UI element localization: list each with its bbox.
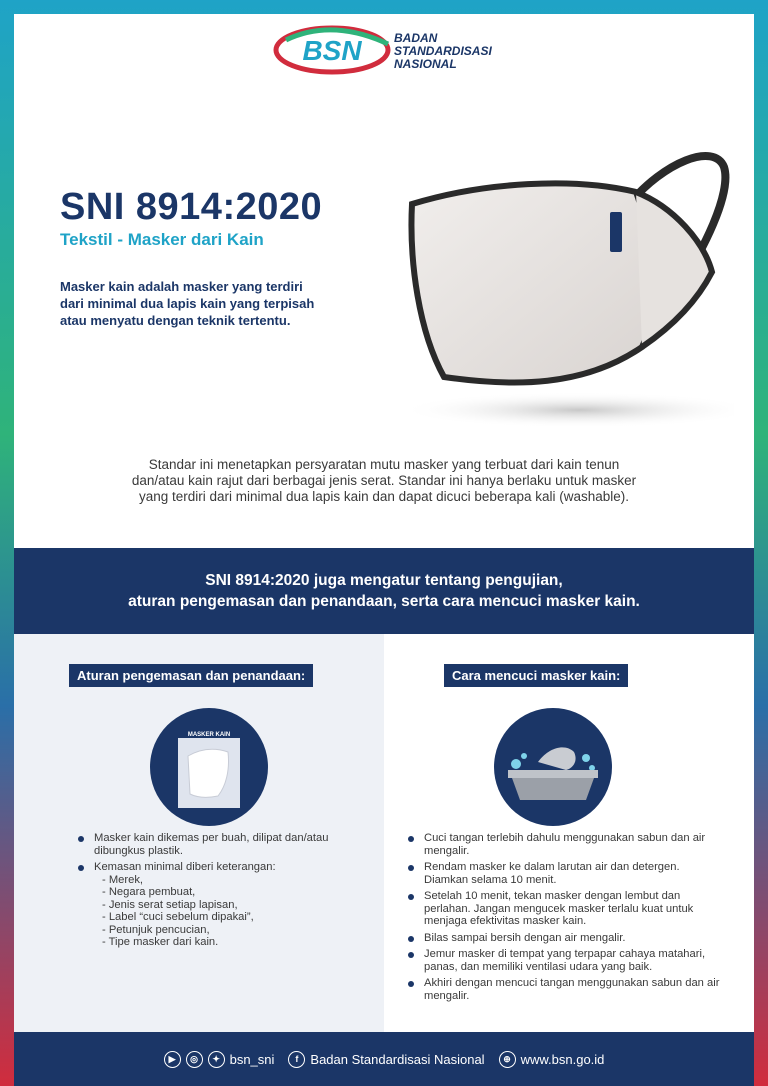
sublist-item: - Tipe masker dari kain. [102,936,219,948]
facebook-group [288,1051,484,1068]
scope-line: Standar ini menetapkan persyaratan mutu masker yang terbuat dari kain tenun [148,457,620,472]
logo-line-2: STANDARDISASI [394,44,492,58]
logo-line-3: NASIONAL [394,57,457,71]
website-link[interactable]: www.bsn.go.id [520,1051,605,1067]
washing-list [406,832,726,1006]
sublist-item: - Petunjuk pencucian, [102,923,210,936]
list-item-text: Kemasan minimal diberi keterangan: [94,861,276,873]
social-handle[interactable]: bsn_sni [229,1051,275,1067]
scope-line: yang terdiri dari minimal dua lapis kain dan dapat dicuci beberapa kali (washable). [138,489,630,504]
washing-heading: Cara mencuci masker kain: [444,664,628,687]
list-item: Setelah 10 menit, tekan masker dengan lembut dan perlahan. Jangan mengucek masker terlalu kuat untuk menjaga efektivitas masker kain. [406,890,726,928]
page-subtitle: Tekstil - Masker dari Kain [60,230,264,249]
logo-text [394,32,492,71]
facebook-name[interactable]: Badan Standardisasi Nasional [310,1051,485,1067]
sublist-item: - Merek, [102,873,144,886]
packaged-mask-icon [150,708,268,826]
list-item: Bilas sampai bersih dengan air mengalir. [406,932,726,945]
list-item: Cuci tangan terlebih dahulu menggunakan sabun dan air mengalir. [406,832,726,857]
packaging-list [76,832,336,953]
sublist-item: - Negara pembuat, [102,886,196,898]
packaging-icon [150,708,268,826]
band-line-2: aturan pengemasan dan penandaan, serta cara mencuci masker kain. [128,593,640,610]
sublist-item: - Label “cuci sebelum dipakai”, [102,911,254,923]
poster-frame [14,14,754,1086]
social-group [164,1051,275,1068]
list-item: Akhiri dengan mencuci tangan menggunakan sabun dan air mengalir. [406,977,726,1002]
packaging-section [14,634,384,1032]
list-item: Masker kain dikemas per buah, dilipat dan/atau dibungkus plastik. [76,832,336,857]
list-item: Jemur masker di tempat yang terpapar cahaya matahari, panas, dan memiliki ventilasi udara yang baik. [406,948,726,973]
scope-line: dan/atau kain rajut dari berbagai jenis serat. Standar ini hanya berlaku untuk masker [131,473,637,488]
list-item [76,861,336,949]
logo-mark-text: BSN [302,35,362,66]
cloth-mask-illustration [374,132,734,432]
washing-icon [494,708,612,826]
twitter-icon[interactable]: ✦ [208,1051,225,1068]
list-item: Rendam masker ke dalam larutan air dan detergen. Diamkan selama 10 menit. [406,861,726,886]
wash-basin-icon [494,708,612,826]
logo-line-1: BADAN [394,31,438,45]
highlight-band [14,548,754,634]
band-line-1: SNI 8914:2020 juga mengatur tentang pengujian, [205,572,563,589]
scope-paragraph [64,457,704,505]
youtube-icon[interactable]: ▶ [164,1051,181,1068]
bsn-logo [272,22,532,80]
facebook-icon[interactable]: f [288,1051,305,1068]
packaging-heading: Aturan pengemasan dan penandaan: [69,664,313,687]
footer [14,1032,754,1086]
website-group [499,1051,605,1068]
bsn-logo-mark [272,22,394,80]
intro-text: Masker kain adalah masker yang terdiri dari minimal dua lapis kain yang terpisah atau menyatu dengan teknik tertentu. [60,279,315,328]
globe-icon[interactable]: ⊕ [499,1051,516,1068]
sublist-item: - Jenis serat setiap lapisan, [102,898,238,911]
band-text [128,570,640,612]
packaging-sublist [94,874,336,949]
page-title: SNI 8914:2020 [60,186,323,228]
package-label: MASKER KAIN [187,732,231,738]
instagram-icon[interactable]: ◎ [186,1051,203,1068]
washing-section [384,634,754,1032]
